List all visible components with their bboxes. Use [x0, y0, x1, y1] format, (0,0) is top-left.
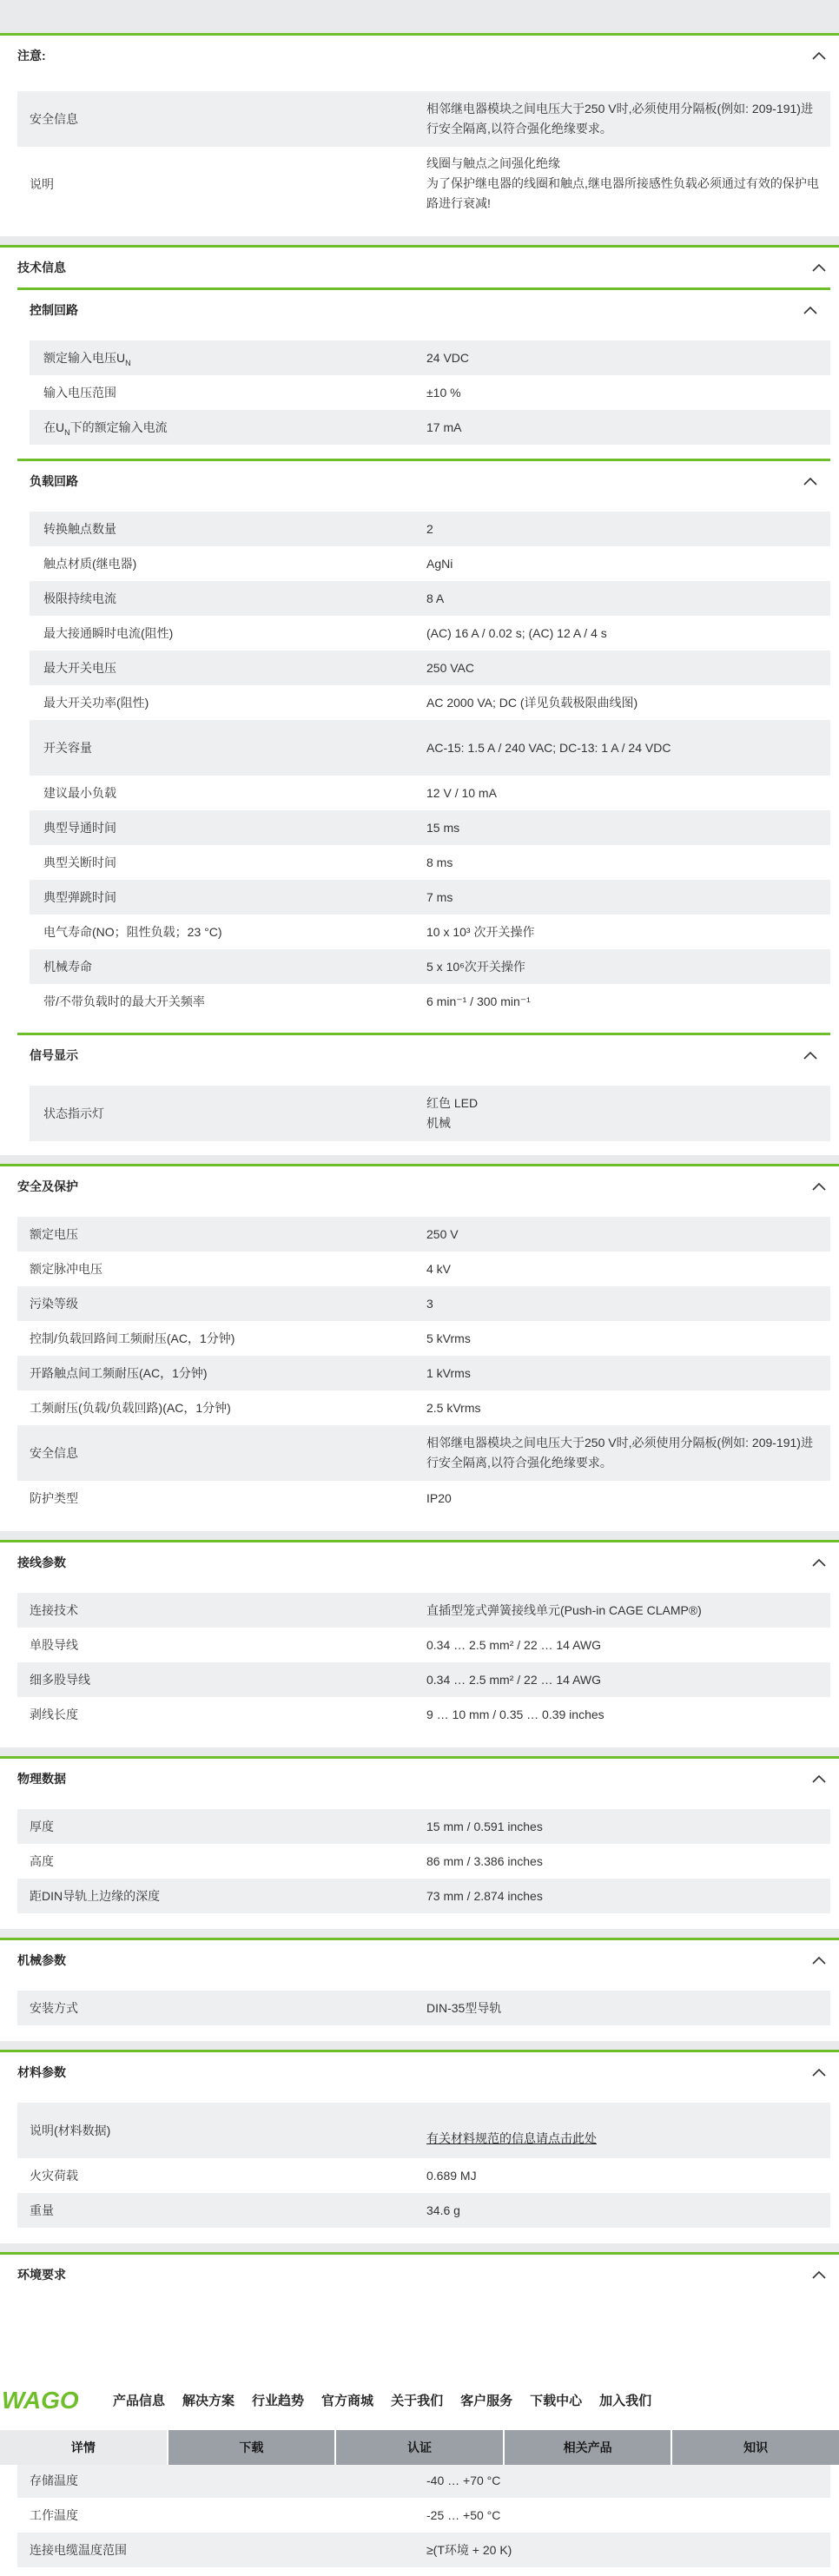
row-label: 额定输入电压$U_N$: [43, 350, 131, 367]
row-label: 厚度: [30, 1820, 54, 1833]
tab-certifications[interactable]: 认证: [336, 2430, 503, 2465]
table-row: [17, 147, 830, 221]
row-value: 6 min⁻¹ / 300 min⁻¹: [426, 994, 531, 1008]
row-value: 15 mm / 0.591 inches: [426, 1819, 543, 1833]
section-header[interactable]: [0, 1542, 839, 1582]
table-row: [17, 91, 830, 147]
section-title: 物理数据: [17, 1772, 66, 1786]
row-label: 存储温度: [30, 2474, 78, 2487]
section-safety: [0, 1164, 839, 1531]
section-title: 机械参数: [17, 1953, 66, 1967]
chevron-up-icon[interactable]: [809, 1951, 829, 1970]
row-value: 24 VDC: [426, 350, 470, 365]
table-row: [30, 685, 830, 720]
tab-details[interactable]: 详情: [0, 2430, 167, 2465]
row-value: 2: [426, 521, 433, 536]
section-header[interactable]: [0, 2255, 839, 2295]
row-value: 10 x 10³ 次开关操作: [426, 924, 535, 939]
row-value: 8 ms: [426, 855, 453, 869]
subsection-title: 控制回路: [30, 303, 78, 317]
row-label: 剥线长度: [30, 1707, 78, 1721]
table-row: [17, 1356, 830, 1390]
nav-item[interactable]: 行业趋势: [252, 2393, 305, 2408]
table-row: [17, 2533, 830, 2567]
chevron-up-icon[interactable]: [809, 1553, 829, 1572]
subsection-control: [17, 287, 830, 459]
row-value: 8 A: [426, 591, 445, 605]
row-value: 34.6 g: [426, 2203, 460, 2217]
section-title: 接线参数: [17, 1556, 66, 1569]
row-label: 安装方式: [30, 2001, 78, 2015]
table-row: [17, 2463, 830, 2498]
row-value: 15 ms: [426, 820, 460, 835]
row-value: 5 x 10⁶次开关操作: [426, 959, 525, 974]
table-row: [17, 1991, 830, 2025]
chevron-up-icon[interactable]: [809, 2063, 829, 2082]
row-value: 250 VAC: [426, 660, 474, 675]
section-header[interactable]: [0, 36, 839, 76]
table-row: [30, 546, 830, 581]
row-value: ±10 %: [426, 385, 461, 400]
section-header[interactable]: [0, 1940, 839, 1980]
table-row: [17, 1425, 830, 1481]
table-row: [17, 1879, 830, 1913]
row-value: 9 … 10 mm / 0.35 … 0.39 inches: [426, 1707, 604, 1721]
row-value: ≥(T环境 + 20 K): [426, 2542, 512, 2557]
material-info-link[interactable]: 有关材料规范的信息请点击此处: [426, 2130, 597, 2145]
row-value: 机械: [426, 1116, 451, 1130]
nav-item[interactable]: 下载中心: [530, 2393, 583, 2408]
subsection-load: [17, 459, 830, 1033]
row-label: 重量: [30, 2203, 54, 2217]
row-value: IP20: [426, 1490, 452, 1505]
table-row: [17, 1481, 830, 1516]
row-label: 单股导线: [30, 1638, 78, 1652]
row-label: 控制/负载回路间工频耐压(AC，1分钟): [30, 1331, 235, 1345]
main-nav: [0, 2369, 839, 2430]
table-row: [30, 651, 830, 685]
svg-text:WAGO: WAGO: [2, 2387, 79, 2413]
row-label: 额定脉冲电压: [30, 1262, 102, 1276]
row-value: 为了保护继电器的线圈和触点,继电器所接感性负载必须通过有效的保护电路进行衰减!: [426, 176, 819, 210]
row-value: 相邻继电器模块之间电压大于250 V时,必须使用分隔板(例如: 209-191)进行安全隔离,以符合强化绝缘要求。: [426, 102, 813, 135]
table-row: [17, 1321, 830, 1356]
table-row: [17, 1628, 830, 1662]
table-row: [30, 845, 830, 880]
row-label: 触点材质(继电器): [43, 557, 137, 571]
environment-rows: [0, 2463, 839, 2576]
table-row: [17, 2158, 830, 2193]
section-physical: [0, 1756, 839, 1929]
row-label: 说明(材料数据): [30, 2124, 111, 2137]
row-label: 额定电压: [30, 1227, 78, 1241]
row-value: AC-15: 1.5 A / 240 VAC; DC-13: 1 A / 24 VDC: [426, 740, 671, 755]
chevron-up-icon[interactable]: [801, 1046, 820, 1065]
section-tech: [0, 245, 839, 1155]
row-label: 典型导通时间: [43, 821, 116, 835]
table-row: [30, 375, 830, 410]
row-label: 最大开关功率(阻性): [43, 696, 149, 710]
table-row: [30, 581, 830, 616]
section-wiring: [0, 1540, 839, 1747]
table-row: [17, 1844, 830, 1879]
row-label: 连接技术: [30, 1603, 78, 1617]
section-title: 材料参数: [17, 2065, 66, 2079]
table-row: [17, 1286, 830, 1321]
table-row: [17, 1390, 830, 1425]
table-row: [17, 1252, 830, 1286]
row-value: -40 … +70 °C: [426, 2473, 501, 2487]
row-label: 工作温度: [30, 2508, 78, 2522]
row-label: 火灾荷载: [30, 2169, 78, 2183]
section-title: 环境要求: [17, 2268, 66, 2282]
row-label: 安全信息: [30, 112, 78, 126]
chevron-up-icon[interactable]: [809, 46, 829, 65]
row-value: 0.34 … 2.5 mm² / 22 … 14 AWG: [426, 1672, 601, 1687]
row-value: 0.34 … 2.5 mm² / 22 … 14 AWG: [426, 1637, 601, 1652]
subsection-header[interactable]: [17, 290, 830, 330]
row-value: 线圈与触点之间强化绝缘: [426, 156, 560, 170]
row-value: -25 … +50 °C: [426, 2507, 501, 2522]
row-label: 电气寿命(NO；阻性负载；23 °C): [43, 925, 222, 939]
row-label: 开关容量: [43, 741, 92, 755]
row-value: 12 V / 10 mA: [426, 785, 497, 800]
table-row: [17, 1662, 830, 1697]
table-row: [30, 984, 830, 1019]
row-label: 典型弹跳时间: [43, 890, 116, 904]
table-row: [17, 1697, 830, 1732]
top-strip: [0, 0, 839, 33]
subsection-title: 信号显示: [30, 1048, 78, 1062]
row-label: 在$U_N$下的额定输入电流: [43, 419, 168, 437]
row-value: 直插型笼式弹簧接线单元(Push-in CAGE CLAMP®): [426, 1602, 702, 1617]
section-header[interactable]: [0, 1166, 839, 1206]
row-label: 高度: [30, 1854, 54, 1868]
row-label: 防护类型: [30, 1491, 78, 1505]
table-row: [17, 2193, 830, 2228]
row-label: 污染等级: [30, 1297, 78, 1311]
table-row: [30, 949, 830, 984]
row-value: 4 kV: [426, 1261, 452, 1276]
row-value: 250 V: [426, 1226, 459, 1241]
section-notice: [0, 33, 839, 236]
row-label: 极限持续电流: [43, 591, 116, 605]
tab-downloads[interactable]: 下载: [168, 2430, 335, 2465]
nav-item[interactable]: 加入我们: [599, 2393, 652, 2408]
section-mechanical: [0, 1938, 839, 2041]
row-label: 转换触点数量: [43, 522, 116, 536]
row-value: DIN-35型导轨: [426, 2000, 502, 2015]
detail-tabs: [0, 2430, 839, 2465]
table-row: [30, 616, 830, 651]
subsection-header[interactable]: [17, 1035, 830, 1075]
row-value: 1 kVrms: [426, 1365, 471, 1380]
nav-item[interactable]: 关于我们: [391, 2393, 444, 2408]
nav-item[interactable]: 产品信息: [113, 2393, 166, 2408]
row-label: 最大开关电压: [43, 661, 116, 675]
row-label: 说明: [30, 176, 54, 191]
chevron-up-icon[interactable]: [809, 2265, 829, 2284]
row-value: 86 mm / 3.386 inches: [426, 1853, 543, 1868]
sticky-header: [0, 2369, 839, 2465]
table-row: [17, 1217, 830, 1252]
row-value: (AC) 16 A / 0.02 s; (AC) 12 A / 4 s: [426, 625, 607, 640]
table-row: [30, 810, 830, 845]
table-row: [30, 340, 830, 375]
row-label: 带/不带负载时的最大开关频率: [43, 994, 205, 1008]
row-label: 典型关断时间: [43, 855, 116, 869]
table-row: [17, 1809, 830, 1844]
chevron-up-icon[interactable]: [809, 1177, 829, 1196]
row-value: 3: [426, 1296, 433, 1311]
subsection-header[interactable]: [17, 461, 830, 501]
section-material: [0, 2050, 839, 2243]
subsection-title: 负载回路: [30, 474, 78, 488]
chevron-up-icon[interactable]: [801, 472, 820, 491]
table-row: [30, 880, 830, 915]
row-value: AgNi: [426, 556, 453, 571]
chevron-up-icon[interactable]: [809, 1769, 829, 1788]
row-value: 2.5 kVrms: [426, 1400, 481, 1415]
nav-item[interactable]: 客户服务: [460, 2393, 513, 2408]
row-label: 建议最小负载: [43, 786, 116, 800]
row-label: 输入电压范围: [43, 386, 116, 400]
row-value: 73 mm / 2.874 inches: [426, 1888, 543, 1903]
wago-logo[interactable]: [0, 2387, 87, 2413]
row-label: 安全信息: [30, 1446, 78, 1460]
row-label: 开路触点间工频耐压(AC，1分钟): [30, 1366, 208, 1380]
row-label: 距DIN导轨上边缘的深度: [30, 1889, 161, 1903]
row-value: 7 ms: [426, 889, 453, 904]
table-row: [17, 2498, 830, 2533]
subsection-signal: [17, 1033, 830, 1155]
section-title: 安全及保护: [17, 1179, 78, 1193]
table-row: [30, 776, 830, 810]
section-header[interactable]: [0, 2052, 839, 2092]
row-value: 红色 LED: [426, 1096, 479, 1110]
row-label: 最大接通瞬时电流(阻性): [43, 626, 174, 640]
nav-item[interactable]: 解决方案: [182, 2393, 235, 2408]
section-header[interactable]: [0, 1759, 839, 1799]
row-label: 状态指示灯: [43, 1106, 104, 1120]
row-value: 5 kVrms: [426, 1331, 471, 1345]
table-row: [30, 1086, 830, 1141]
chevron-up-icon[interactable]: [801, 301, 820, 320]
row-value: 0.689 MJ: [426, 2168, 477, 2183]
row-value: 17 mA: [426, 419, 462, 434]
section-title: 注意:: [17, 49, 46, 63]
section-header[interactable]: [0, 248, 839, 287]
row-label: 机械寿命: [43, 960, 92, 974]
table-row: [30, 915, 830, 949]
table-row: [30, 410, 830, 445]
table-row: [30, 720, 830, 776]
row-value: AC 2000 VA; DC (详见负载极限曲线图): [426, 695, 638, 710]
section-title: 技术信息: [17, 261, 66, 274]
row-label: 工频耐压(负载/负载回路)(AC，1分钟): [30, 1401, 231, 1415]
tab-knowledge[interactable]: 知识: [672, 2430, 839, 2465]
table-row: [17, 1593, 830, 1628]
tab-related-products[interactable]: 相关产品: [505, 2430, 671, 2465]
row-label: 连接电缆温度范围: [30, 2543, 127, 2557]
nav-item[interactable]: 官方商城: [321, 2393, 374, 2408]
table-row: [30, 512, 830, 546]
table-row: [17, 2103, 830, 2158]
chevron-up-icon[interactable]: [809, 258, 829, 277]
row-label: 细多股导线: [30, 1673, 90, 1687]
row-value: 相邻继电器模块之间电压大于250 V时,必须使用分隔板(例如: 209-191)进行安全隔离,以符合强化绝缘要求。: [426, 1436, 813, 1470]
